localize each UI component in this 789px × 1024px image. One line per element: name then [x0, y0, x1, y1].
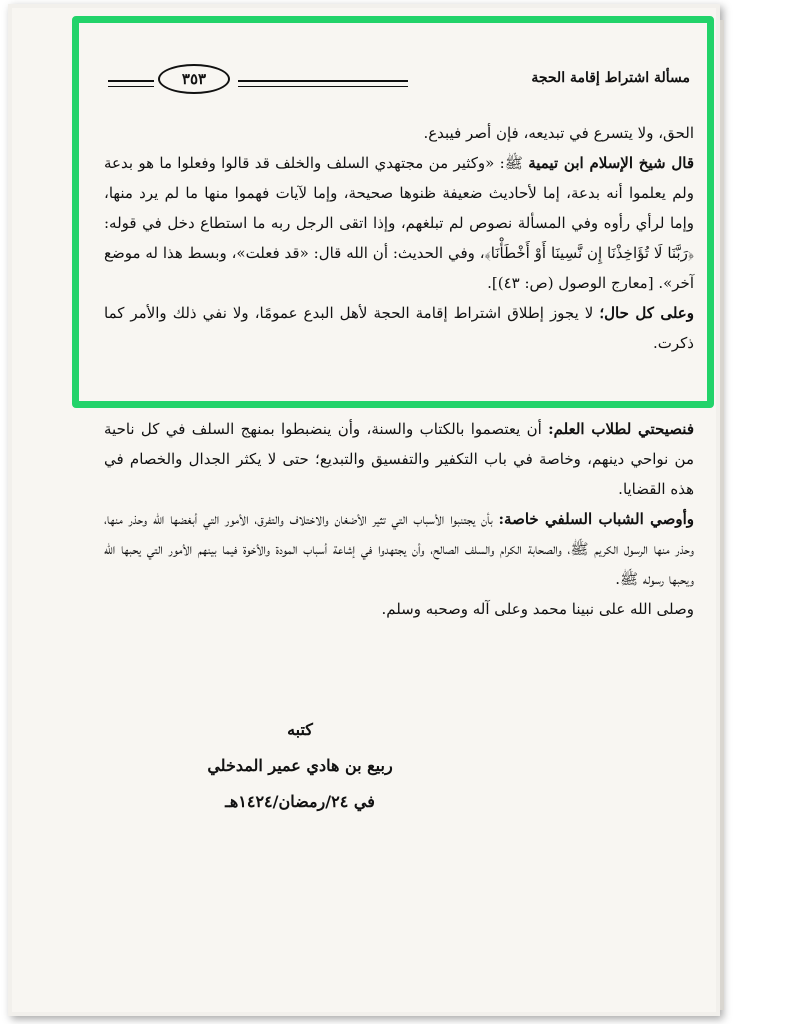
header-rule-left [108, 80, 154, 87]
paragraph-1: الحق، ولا يتسرع في تبديعه، فإن أصر فيبدع. [423, 124, 694, 142]
page-header [108, 58, 690, 102]
paragraph-6: وصلى الله على نبينا محمد وعلى آله وصحبه وسلم. [381, 600, 694, 618]
paragraph-4-text: أن يعتصموا بالكتاب والسنة، وأن ينضبطوا بمنهج السلف في كل ناحية من نواحي دينهم، وخاصة في باب التكفير والتفسيق والتبديع؛ حتى لا يكثر الجدال والخصام في هذه القضايا. [104, 420, 694, 498]
paragraph-2 [104, 148, 694, 298]
paragraph-4 [104, 414, 694, 504]
page-number: ٣٥٣ [158, 64, 230, 94]
highlighted-text-block [104, 118, 694, 358]
paragraph-5 [104, 504, 694, 594]
paragraph-3 [104, 298, 694, 358]
paragraph-2-lead: قال شيخ الإسلام ابن تيمية [528, 154, 694, 172]
paragraph-3-lead: وعلى كل حال؛ [599, 304, 695, 322]
header-rule-right [238, 80, 408, 87]
page-edge [720, 20, 724, 1010]
paragraph-5-lead: وأوصي الشباب السلفي خاصة: [498, 510, 694, 528]
paragraph-5-text: بأن يجتنبوا الأسباب التي تثير الأضغان والاختلاف والتفرق، الأمور التي أبغضها الله وحذر منها، وحذر منها الرسول الكريم ﷺ، والصحابة الكرام والسلف الصالح، وأن يجتهدوا في إشاعة أسباب المودة والأخوة فيما بينهم الأمور التي يحبها الله ويحبها رسوله ﷺ. [104, 510, 694, 588]
signature-author: ربيع بن هادي عمير المدخلي [207, 756, 393, 775]
paragraph-4-lead: فنصيحتي لطلاب العلم: [548, 420, 694, 438]
lower-text-block [104, 414, 694, 624]
signature-label: كتبه [287, 720, 313, 739]
paragraph-3-text: لا يجوز إطلاق اشتراط إقامة الحجة لأهل البدع عمومًا، ولا نفي ذلك والأمر كما ذكرت. [104, 304, 694, 352]
signature-date: في ٢٤/رمضان/١٤٢٤هـ [225, 792, 375, 811]
paragraph-2-text: ﷺ: «وكثير من مجتهدي السلف والخلف قد قالوا وفعلوا ما هو بدعة ولم يعلموا أنه بدعة، إما لأحاديث ضعيفة ظنوها صحيحة، وإما لآيات فهموا منها ما لم يرد منها، وإما لرأي رأوه وفي المسألة نصوص لم تبلغهم، وإذا اتقى الرجل ربه ما استطاع دخل في قوله: ﴿رَبَّنَا لَا تُؤَاخِذْنَا إِن نَّسِينَا أَوْ أَخْطَأْنَا﴾، وفي الحديث: أن الله قال: «قد فعلت»، وبسط هذا له موضع آخر». [معارج الوصول (ص: ٤٣)]. [104, 154, 694, 292]
header-title: مسألة اشتراط إقامة الحجة [531, 70, 690, 86]
signature-block [200, 712, 400, 820]
